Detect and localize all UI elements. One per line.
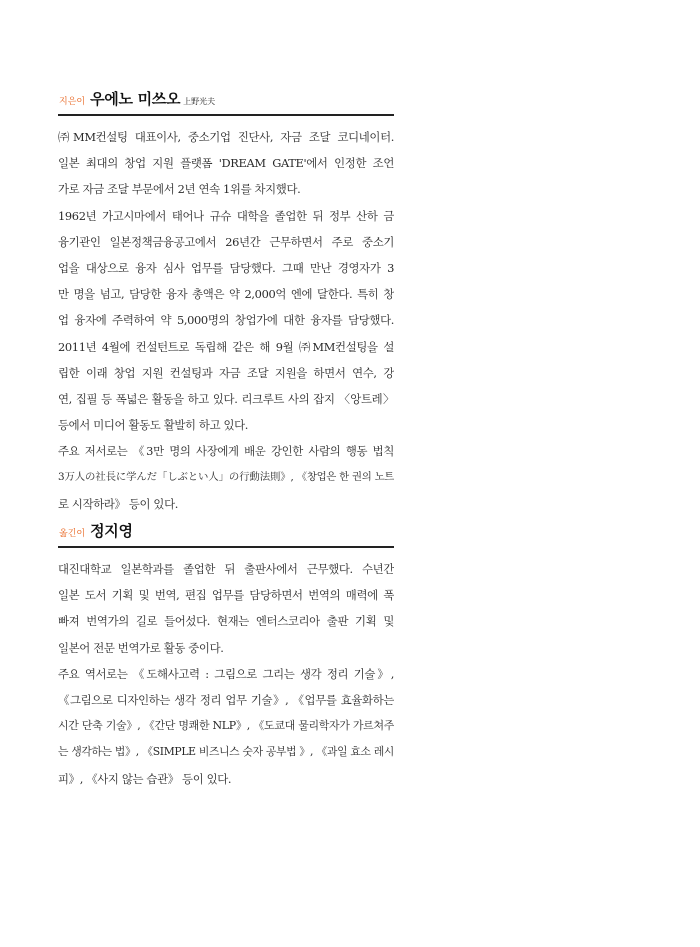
- author-section: [58, 88, 394, 517]
- author-bio-line: 만 명을 넘고, 담당한 융자 총액은 약 2,000억 엔에 달한다. 특히 창: [58, 287, 394, 302]
- author-bio-line: ㈜MM컨설팅 대표이사, 중소기업 진단사, 자금 조달 코디네이터.: [58, 130, 394, 144]
- author-name: 우에노 미쓰오: [90, 90, 181, 108]
- translator-section: [58, 520, 394, 792]
- author-bio-line: 업을 대상으로 융자 심사 업무를 담당했다. 그때 만난 경영자가 3: [58, 260, 394, 275]
- translator-bio-line: 시간 단축 기술》, 《간단 명쾌한 NLP》, 《도쿄대 물리학자가 가르쳐주: [58, 719, 394, 733]
- translator-bio-line: 는 생각하는 법》, 《SIMPLE 비즈니스 숫자 공부법 》, 《과일 효소 레시: [58, 745, 394, 759]
- author-bio-line: 1962년 가고시마에서 태어나 규슈 대학을 졸업한 뒤 정부 산하 금: [58, 208, 394, 223]
- translator-bio-line: 일본어 전문 번역가로 활동 중이다.: [58, 640, 224, 655]
- author-header: [58, 88, 394, 116]
- author-role-label: 지은이: [59, 97, 86, 107]
- author-bio-line: 로 시작하라》 등이 있다.: [58, 496, 179, 511]
- author-bio-line: 업 융자에 주력하여 약 5,000명의 창업가에 대한 융자를 담당했다.: [58, 313, 394, 328]
- translator-bio: [58, 556, 394, 792]
- translator-bio-line: 피》, 《사지 않는 습관》 등이 있다.: [58, 771, 232, 786]
- author-bio-line: 3万人の社長に学んだ「しぶとい人」の行動法則》, 《창업은 한 권의 노트: [58, 471, 394, 484]
- author-bio-line: 립한 이래 창업 지원 컨설팅과 자금 조달 지원을 하면서 연수, 강: [58, 365, 394, 380]
- author-bio-line: 가로 자금 조달 부문에서 2년 연속 1위를 차지했다.: [58, 182, 301, 197]
- translator-bio-line: 일본 도서 기획 및 번역, 편집 업무를 담당하면서 번역의 매력에 푹: [58, 588, 394, 603]
- author-bio-line: 융기관인 일본정책금융공고에서 26년간 근무하면서 주로 중소기: [58, 234, 394, 249]
- author-bio-line: 일본 최대의 창업 지원 플랫폼 'DREAM GATE'에서 인정한 조언: [58, 156, 394, 171]
- translator-role-label: 옮긴이: [59, 529, 86, 539]
- author-bio-line: 주요 저서로는 《3만 명의 사장에게 배운 강인한 사람의 행동 법칙: [58, 444, 394, 459]
- translator-bio-line: 대진대학교 일본학과를 졸업한 뒤 출판사에서 근무했다. 수년간: [58, 562, 394, 576]
- translator-header: [58, 520, 394, 548]
- translator-bio-line: 주요 역서로는 《도해사고력 : 그림으로 그리는 생각 정리 기술》,: [58, 666, 394, 681]
- translator-bio-line: 빠져 번역가의 길로 들어섰다. 현재는 엔터스코리아 출판 기획 및: [58, 614, 394, 629]
- author-name-original: 上野光夫: [183, 97, 216, 106]
- translator-bio-line: 《그림으로 디자인하는 생각 정리 업무 기술》, 《업무를 효율화하는: [58, 692, 394, 707]
- translator-name: 정지영: [90, 522, 133, 540]
- author-bio-line: 연, 집필 등 폭넓은 활동을 하고 있다. 리크루트 사의 잡지 〈앙트레〉: [58, 391, 394, 406]
- author-bio: [58, 124, 394, 517]
- author-bio-line: 등에서 미디어 활동도 활발히 하고 있다.: [58, 418, 249, 433]
- author-bio-line: 2011년 4월에 컨설턴트로 독립해 같은 해 9월 ㈜MM컨설팅을 설: [58, 339, 394, 354]
